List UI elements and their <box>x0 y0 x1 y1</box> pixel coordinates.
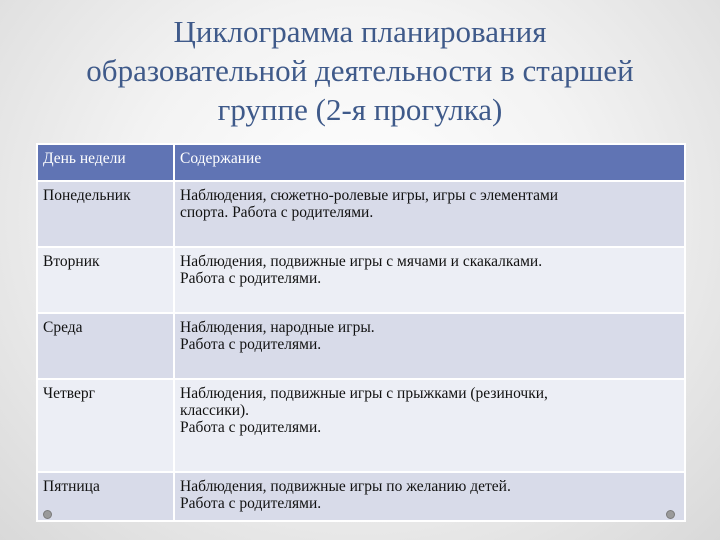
table-row <box>37 379 685 472</box>
day-cell: Пятница <box>37 472 174 521</box>
table-row <box>37 313 685 379</box>
table-header-row <box>37 144 685 181</box>
content-cell <box>174 379 685 472</box>
content-cell <box>174 181 685 247</box>
content-line: Работа с родителями. <box>180 419 322 436</box>
title-line-3: группе (2-я прогулка) <box>217 92 503 127</box>
content-cell <box>174 313 685 379</box>
content-line: Работа с родителями. <box>180 495 322 512</box>
content-line: Наблюдения, подвижные игры по желанию детей. <box>180 478 511 495</box>
day-cell: Понедельник <box>37 181 174 247</box>
content-line: Наблюдения, народные игры. <box>180 319 375 336</box>
content-line: классики). <box>180 402 250 419</box>
table-row <box>37 247 685 313</box>
right-dot-icon <box>666 510 675 519</box>
content-line: Работа с родителями. <box>180 336 322 353</box>
content-line: Работа с родителями. <box>180 270 322 287</box>
table-row <box>37 472 685 521</box>
table-row <box>37 181 685 247</box>
left-dot-icon <box>43 510 52 519</box>
content-cell <box>174 247 685 313</box>
day-cell: Четверг <box>37 379 174 472</box>
slide-title <box>20 12 700 129</box>
content-line: Наблюдения, подвижные игры с прыжками (резиночки, <box>180 385 548 402</box>
content-line: Наблюдения, сюжетно-ролевые игры, игры с элементами <box>180 187 559 204</box>
content-line: спорта. Работа с родителями. <box>180 204 374 221</box>
content-line: Наблюдения, подвижные игры с мячами и скакалками. <box>180 253 543 270</box>
header-content: Содержание <box>174 144 685 181</box>
title-line-1: Циклограмма планирования <box>173 14 547 49</box>
title-line-2: образовательной деятельности в старшей <box>86 53 634 88</box>
day-cell: Среда <box>37 313 174 379</box>
schedule-table <box>36 143 686 522</box>
day-cell: Вторник <box>37 247 174 313</box>
header-day: День недели <box>37 144 174 181</box>
content-cell <box>174 472 685 521</box>
